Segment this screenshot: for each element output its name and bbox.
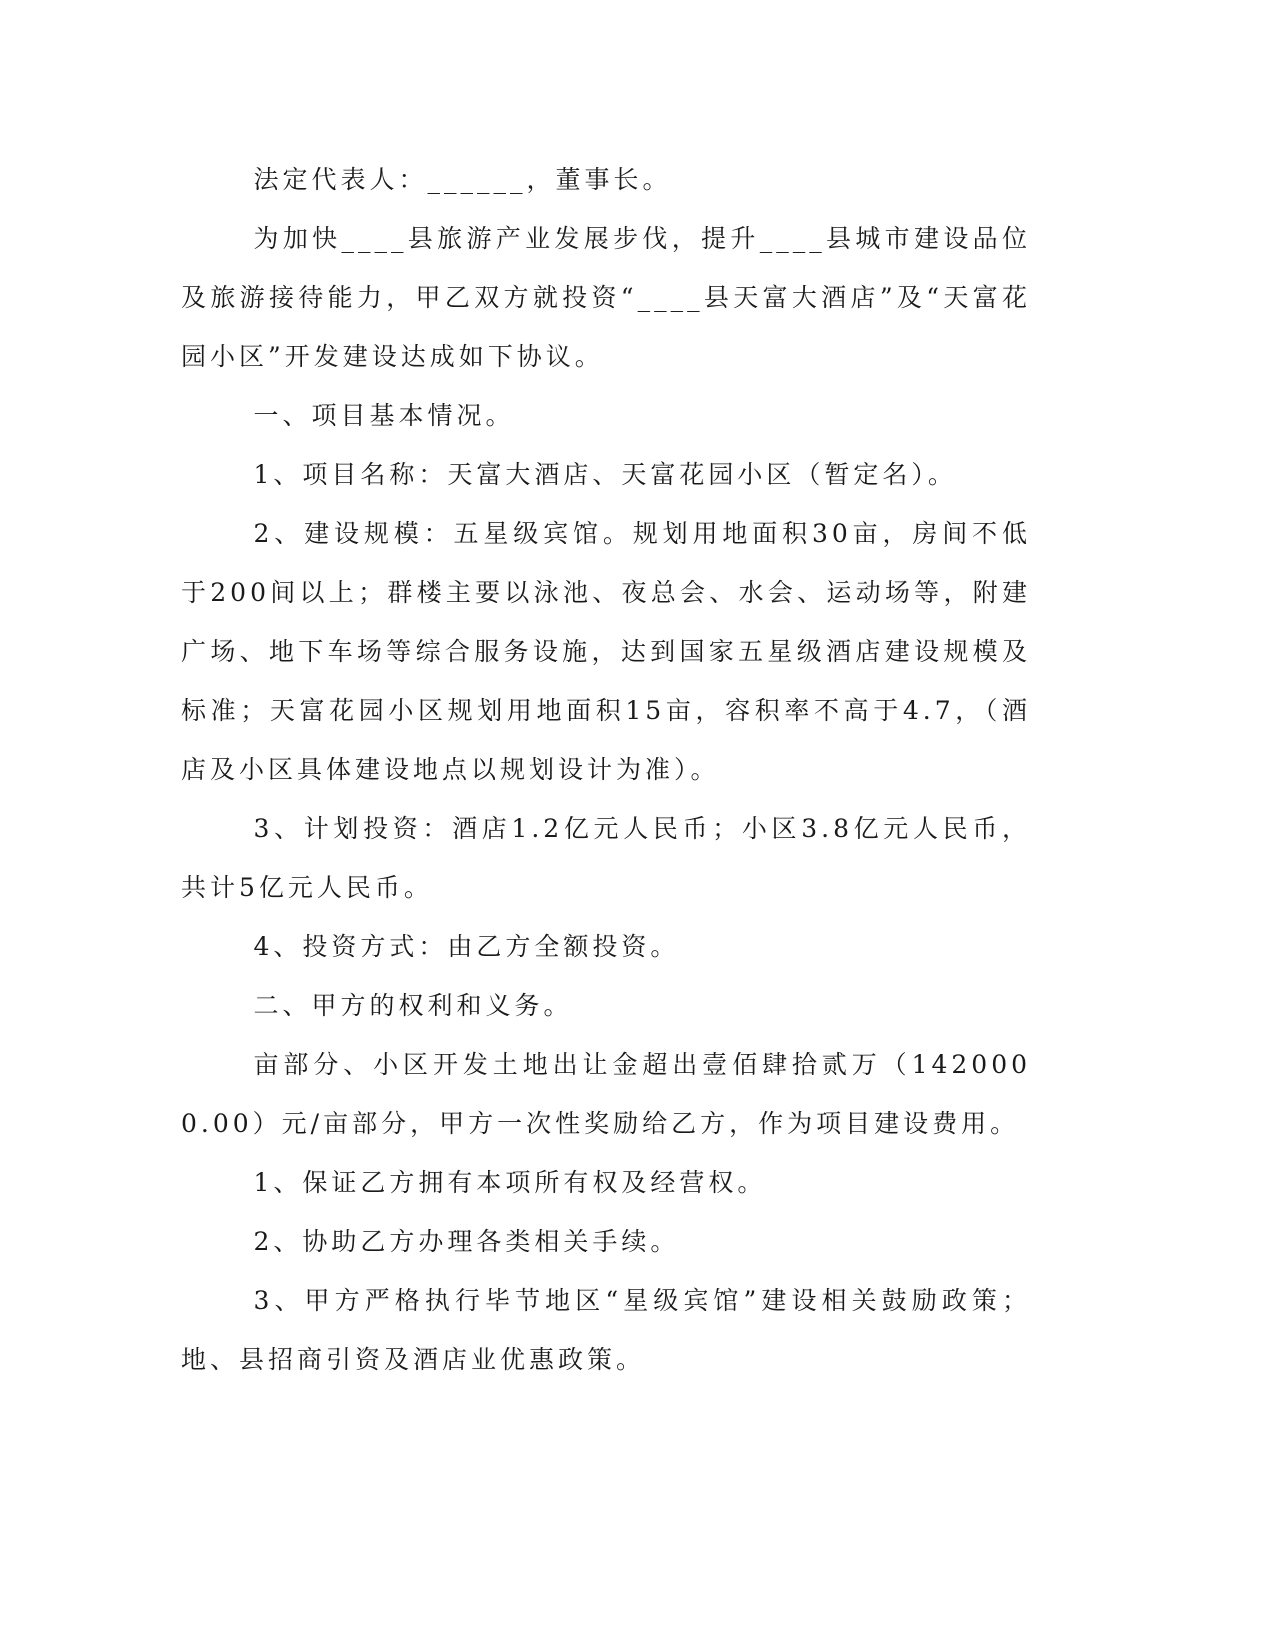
clause-construction-scale: 2、建设规模：五星级宾馆。规划用地面积30亩，房间不低于200间以上；群楼主要以泳池、夜总会、水会、运动场等，附建广场、地下车场等综合服务设施，达到国家五星级酒店建设规模及标准；天富花园小区规划用地面积15亩，容积率不高于4.7，（酒店及小区具体建设地点以规划设计为准）。 xyxy=(181,519,1031,784)
preamble-paragraph: 为加快____县旅游产业发展步伐，提升____县城市建设品位及旅游接待能力，甲乙双方就投资“____县天富大酒店”及“天富花园小区”开发建设达成如下协议。 xyxy=(181,224,1031,371)
clause-procedures-assistance: 2、协助乙方办理各类相关手续。 xyxy=(253,1227,680,1256)
clause-ownership-guarantee: 1、保证乙方拥有本项所有权及经营权。 xyxy=(253,1168,767,1197)
legal-representative-line: 法定代表人：______，董事长。 xyxy=(253,165,672,194)
clause-incentive-policies: 3、甲方严格执行毕节地区“星级宾馆”建设相关鼓励政策；地、县招商引资及酒店业优惠政策。 xyxy=(181,1286,1031,1374)
section-heading-party-a-rights: 二、甲方的权利和义务。 xyxy=(253,991,573,1020)
document-page xyxy=(181,150,1031,1389)
clause-planned-investment: 3、计划投资：酒店1.2亿元人民币；小区3.8亿元人民币，共计5亿元人民币。 xyxy=(181,814,1031,902)
clause-project-name: 1、项目名称：天富大酒店、天富花园小区（暂定名）。 xyxy=(253,460,957,489)
clause-investment-method: 4、投资方式：由乙方全额投资。 xyxy=(253,932,680,961)
clause-land-fee-reward: 亩部分、小区开发土地出让金超出壹佰肆拾贰万（1420000.00）元/亩部分，甲方一次性奖励给乙方，作为项目建设费用。 xyxy=(181,1050,1031,1138)
section-heading-project-basics: 一、项目基本情况。 xyxy=(253,401,515,430)
